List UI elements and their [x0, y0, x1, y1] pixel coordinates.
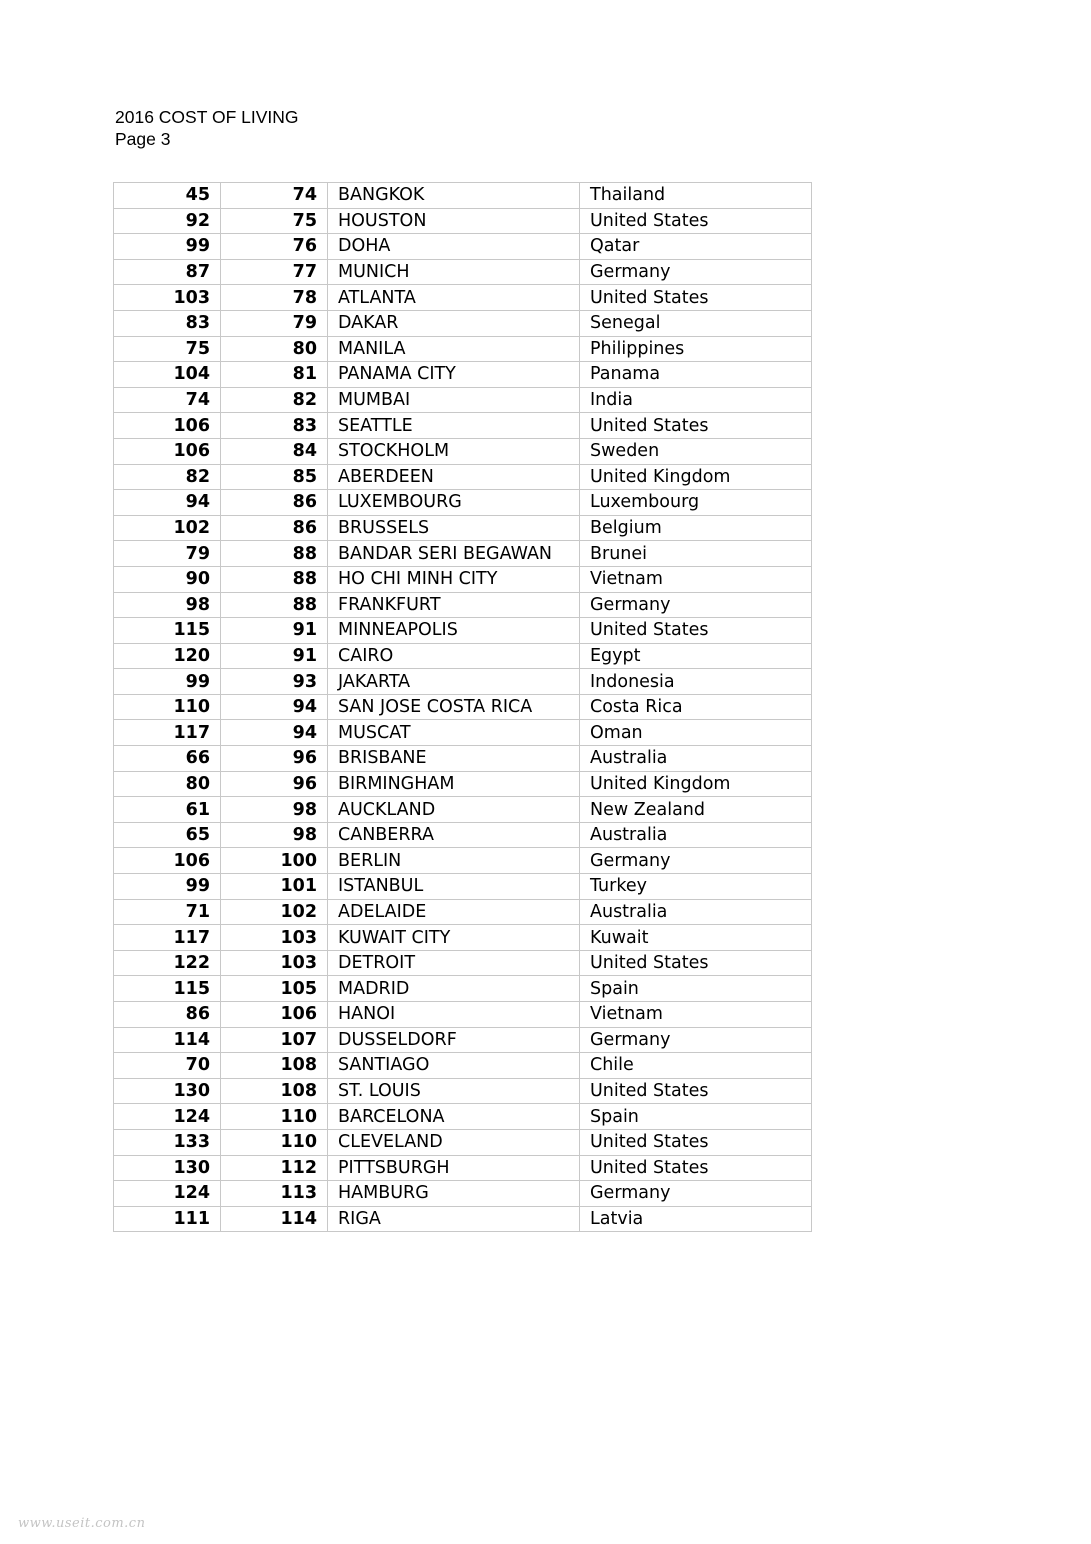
- watermark: www.useit.com.cn: [18, 1516, 146, 1531]
- table-row: [114, 1002, 812, 1028]
- prev-rank-cell: 71: [114, 899, 221, 925]
- table-row: [114, 899, 812, 925]
- table-row: [114, 464, 812, 490]
- rank-cell: 94: [221, 720, 328, 746]
- table-row: [114, 566, 812, 592]
- city-cell: DAKAR: [328, 310, 580, 336]
- prev-rank-cell: 103: [114, 285, 221, 311]
- city-cell: PANAMA CITY: [328, 362, 580, 388]
- city-cell: STOCKHOLM: [328, 438, 580, 464]
- table-row: [114, 310, 812, 336]
- rank-cell: 112: [221, 1155, 328, 1181]
- prev-rank-cell: 66: [114, 746, 221, 772]
- table-row: [114, 490, 812, 516]
- prev-rank-cell: 124: [114, 1181, 221, 1207]
- city-cell: PITTSBURGH: [328, 1155, 580, 1181]
- table-row: [114, 413, 812, 439]
- prev-rank-cell: 92: [114, 208, 221, 234]
- country-cell: Egypt: [580, 643, 812, 669]
- country-cell: Luxembourg: [580, 490, 812, 516]
- rank-cell: 86: [221, 515, 328, 541]
- country-cell: United Kingdom: [580, 464, 812, 490]
- table-row: [114, 950, 812, 976]
- country-cell: Indonesia: [580, 669, 812, 695]
- prev-rank-cell: 115: [114, 976, 221, 1002]
- city-cell: BERLIN: [328, 848, 580, 874]
- prev-rank-cell: 117: [114, 925, 221, 951]
- table-row: [114, 771, 812, 797]
- city-cell: ISTANBUL: [328, 874, 580, 900]
- prev-rank-cell: 106: [114, 438, 221, 464]
- table-row: [114, 1155, 812, 1181]
- rank-cell: 79: [221, 310, 328, 336]
- page-header: [115, 106, 299, 150]
- city-cell: FRANKFURT: [328, 592, 580, 618]
- city-cell: MADRID: [328, 976, 580, 1002]
- rank-cell: 78: [221, 285, 328, 311]
- rank-cell: 108: [221, 1053, 328, 1079]
- prev-rank-cell: 130: [114, 1155, 221, 1181]
- rank-cell: 84: [221, 438, 328, 464]
- city-cell: MANILA: [328, 336, 580, 362]
- prev-rank-cell: 120: [114, 643, 221, 669]
- rank-cell: 100: [221, 848, 328, 874]
- city-cell: CLEVELAND: [328, 1129, 580, 1155]
- table-row: [114, 234, 812, 260]
- country-cell: India: [580, 387, 812, 413]
- city-cell: HOUSTON: [328, 208, 580, 234]
- city-cell: LUXEMBOURG: [328, 490, 580, 516]
- country-cell: Qatar: [580, 234, 812, 260]
- prev-rank-cell: 106: [114, 848, 221, 874]
- prev-rank-cell: 133: [114, 1129, 221, 1155]
- country-cell: United States: [580, 950, 812, 976]
- rank-cell: 81: [221, 362, 328, 388]
- country-cell: Spain: [580, 1104, 812, 1130]
- country-cell: Belgium: [580, 515, 812, 541]
- city-cell: CAIRO: [328, 643, 580, 669]
- table-row: [114, 387, 812, 413]
- table-row: [114, 720, 812, 746]
- country-cell: Chile: [580, 1053, 812, 1079]
- prev-rank-cell: 74: [114, 387, 221, 413]
- rank-cell: 103: [221, 950, 328, 976]
- table-row: [114, 285, 812, 311]
- city-cell: ABERDEEN: [328, 464, 580, 490]
- rank-cell: 101: [221, 874, 328, 900]
- table-row: [114, 976, 812, 1002]
- table-row: [114, 1181, 812, 1207]
- city-cell: JAKARTA: [328, 669, 580, 695]
- prev-rank-cell: 104: [114, 362, 221, 388]
- rank-cell: 96: [221, 746, 328, 772]
- rank-cell: 93: [221, 669, 328, 695]
- prev-rank-cell: 99: [114, 669, 221, 695]
- country-cell: Germany: [580, 1027, 812, 1053]
- table-row: [114, 183, 812, 209]
- city-cell: ATLANTA: [328, 285, 580, 311]
- table-row: [114, 669, 812, 695]
- table-row: [114, 797, 812, 823]
- city-cell: CANBERRA: [328, 822, 580, 848]
- rank-cell: 108: [221, 1078, 328, 1104]
- prev-rank-cell: 117: [114, 720, 221, 746]
- prev-rank-cell: 130: [114, 1078, 221, 1104]
- table-row: [114, 362, 812, 388]
- city-cell: BRUSSELS: [328, 515, 580, 541]
- country-cell: Vietnam: [580, 566, 812, 592]
- prev-rank-cell: 102: [114, 515, 221, 541]
- table-row: [114, 208, 812, 234]
- prev-rank-cell: 45: [114, 183, 221, 209]
- country-cell: Kuwait: [580, 925, 812, 951]
- document-title: 2016 COST OF LIVING: [115, 107, 299, 127]
- rank-cell: 102: [221, 899, 328, 925]
- prev-rank-cell: 65: [114, 822, 221, 848]
- rank-cell: 94: [221, 694, 328, 720]
- prev-rank-cell: 110: [114, 694, 221, 720]
- city-cell: BARCELONA: [328, 1104, 580, 1130]
- country-cell: Oman: [580, 720, 812, 746]
- cost-of-living-table: [113, 182, 812, 1232]
- rank-cell: 96: [221, 771, 328, 797]
- country-cell: Australia: [580, 899, 812, 925]
- rank-cell: 113: [221, 1181, 328, 1207]
- country-cell: Costa Rica: [580, 694, 812, 720]
- country-cell: Latvia: [580, 1206, 812, 1232]
- country-cell: United States: [580, 285, 812, 311]
- city-cell: DETROIT: [328, 950, 580, 976]
- country-cell: Panama: [580, 362, 812, 388]
- rank-cell: 83: [221, 413, 328, 439]
- country-cell: Germany: [580, 259, 812, 285]
- table-row: [114, 438, 812, 464]
- prev-rank-cell: 106: [114, 413, 221, 439]
- city-cell: SANTIAGO: [328, 1053, 580, 1079]
- country-cell: Philippines: [580, 336, 812, 362]
- city-cell: DOHA: [328, 234, 580, 260]
- table-row: [114, 336, 812, 362]
- country-cell: United States: [580, 413, 812, 439]
- table-body: [114, 183, 812, 1232]
- country-cell: Australia: [580, 746, 812, 772]
- country-cell: Senegal: [580, 310, 812, 336]
- rank-cell: 110: [221, 1129, 328, 1155]
- table-row: [114, 643, 812, 669]
- rank-cell: 91: [221, 643, 328, 669]
- rank-cell: 98: [221, 822, 328, 848]
- city-cell: RIGA: [328, 1206, 580, 1232]
- rank-cell: 76: [221, 234, 328, 260]
- rank-cell: 110: [221, 1104, 328, 1130]
- city-cell: SEATTLE: [328, 413, 580, 439]
- rank-cell: 103: [221, 925, 328, 951]
- prev-rank-cell: 99: [114, 874, 221, 900]
- country-cell: Thailand: [580, 183, 812, 209]
- city-cell: MUSCAT: [328, 720, 580, 746]
- prev-rank-cell: 83: [114, 310, 221, 336]
- prev-rank-cell: 87: [114, 259, 221, 285]
- prev-rank-cell: 80: [114, 771, 221, 797]
- country-cell: United States: [580, 208, 812, 234]
- table-row: [114, 592, 812, 618]
- table-row: [114, 925, 812, 951]
- rank-cell: 105: [221, 976, 328, 1002]
- prev-rank-cell: 111: [114, 1206, 221, 1232]
- country-cell: Germany: [580, 592, 812, 618]
- country-cell: New Zealand: [580, 797, 812, 823]
- table-row: [114, 515, 812, 541]
- prev-rank-cell: 114: [114, 1027, 221, 1053]
- city-cell: BANGKOK: [328, 183, 580, 209]
- city-cell: BIRMINGHAM: [328, 771, 580, 797]
- city-cell: MUMBAI: [328, 387, 580, 413]
- table-row: [114, 822, 812, 848]
- rank-cell: 88: [221, 592, 328, 618]
- rank-cell: 106: [221, 1002, 328, 1028]
- table-row: [114, 1053, 812, 1079]
- prev-rank-cell: 79: [114, 541, 221, 567]
- country-cell: United States: [580, 1129, 812, 1155]
- prev-rank-cell: 86: [114, 1002, 221, 1028]
- table-row: [114, 1129, 812, 1155]
- rank-cell: 88: [221, 566, 328, 592]
- country-cell: Australia: [580, 822, 812, 848]
- city-cell: MUNICH: [328, 259, 580, 285]
- city-cell: BRISBANE: [328, 746, 580, 772]
- city-cell: AUCKLAND: [328, 797, 580, 823]
- rank-cell: 91: [221, 618, 328, 644]
- city-cell: MINNEAPOLIS: [328, 618, 580, 644]
- rank-cell: 80: [221, 336, 328, 362]
- table-row: [114, 618, 812, 644]
- city-cell: ADELAIDE: [328, 899, 580, 925]
- city-cell: BANDAR SERI BEGAWAN: [328, 541, 580, 567]
- prev-rank-cell: 75: [114, 336, 221, 362]
- prev-rank-cell: 115: [114, 618, 221, 644]
- rank-cell: 114: [221, 1206, 328, 1232]
- table-row: [114, 694, 812, 720]
- rank-cell: 86: [221, 490, 328, 516]
- country-cell: United States: [580, 1078, 812, 1104]
- prev-rank-cell: 82: [114, 464, 221, 490]
- table-row: [114, 1027, 812, 1053]
- rank-cell: 85: [221, 464, 328, 490]
- country-cell: United Kingdom: [580, 771, 812, 797]
- table-row: [114, 1104, 812, 1130]
- table-row: [114, 259, 812, 285]
- table-row: [114, 874, 812, 900]
- table-row: [114, 746, 812, 772]
- rank-cell: 107: [221, 1027, 328, 1053]
- prev-rank-cell: 124: [114, 1104, 221, 1130]
- city-cell: HO CHI MINH CITY: [328, 566, 580, 592]
- city-cell: KUWAIT CITY: [328, 925, 580, 951]
- rank-cell: 74: [221, 183, 328, 209]
- rank-cell: 82: [221, 387, 328, 413]
- rank-cell: 77: [221, 259, 328, 285]
- table-row: [114, 1206, 812, 1232]
- city-cell: ST. LOUIS: [328, 1078, 580, 1104]
- city-cell: SAN JOSE COSTA RICA: [328, 694, 580, 720]
- prev-rank-cell: 99: [114, 234, 221, 260]
- country-cell: Brunei: [580, 541, 812, 567]
- country-cell: Sweden: [580, 438, 812, 464]
- prev-rank-cell: 122: [114, 950, 221, 976]
- city-cell: HAMBURG: [328, 1181, 580, 1207]
- rank-cell: 88: [221, 541, 328, 567]
- prev-rank-cell: 90: [114, 566, 221, 592]
- country-cell: Germany: [580, 1181, 812, 1207]
- page-number: Page 3: [115, 129, 171, 149]
- country-cell: United States: [580, 618, 812, 644]
- prev-rank-cell: 61: [114, 797, 221, 823]
- table-row: [114, 1078, 812, 1104]
- prev-rank-cell: 98: [114, 592, 221, 618]
- prev-rank-cell: 70: [114, 1053, 221, 1079]
- city-cell: HANOI: [328, 1002, 580, 1028]
- country-cell: Turkey: [580, 874, 812, 900]
- country-cell: United States: [580, 1155, 812, 1181]
- country-cell: Spain: [580, 976, 812, 1002]
- table-row: [114, 541, 812, 567]
- city-cell: DUSSELDORF: [328, 1027, 580, 1053]
- prev-rank-cell: 94: [114, 490, 221, 516]
- table-row: [114, 848, 812, 874]
- country-cell: Vietnam: [580, 1002, 812, 1028]
- rank-cell: 98: [221, 797, 328, 823]
- rank-cell: 75: [221, 208, 328, 234]
- country-cell: Germany: [580, 848, 812, 874]
